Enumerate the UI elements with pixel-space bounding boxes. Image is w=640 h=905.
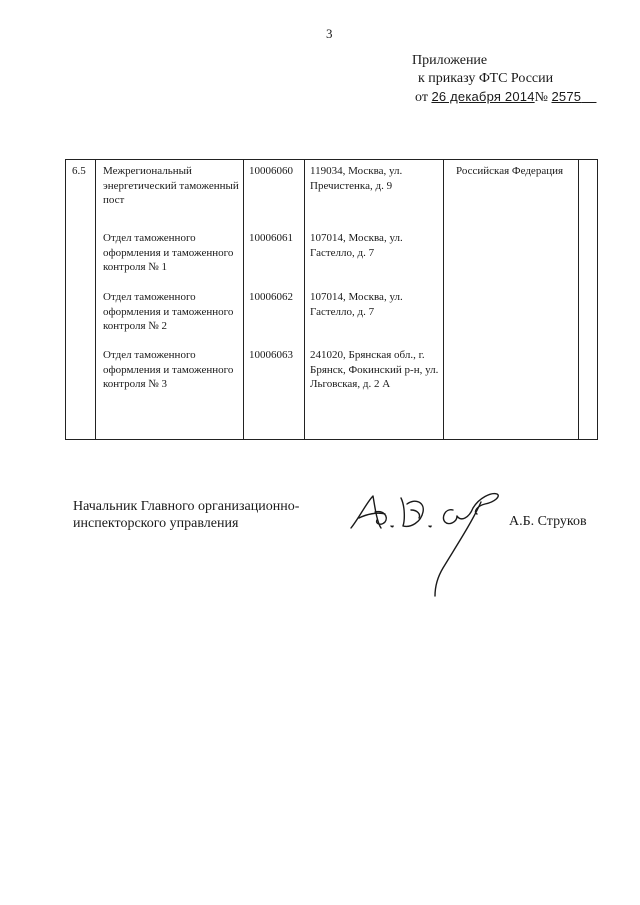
column-divider <box>443 160 444 439</box>
appendix-order-line: к приказу ФТС России <box>418 71 554 86</box>
order-date: 26 декабря 2014 <box>431 89 535 104</box>
post-code: 10006062 <box>249 291 293 303</box>
post-code: 10006061 <box>249 232 293 244</box>
post-name: Межрегиональный энергетический таможенный пост <box>103 165 239 206</box>
post-region: Российская Федерация <box>456 165 564 177</box>
signature-position <box>73 498 299 532</box>
column-divider <box>578 160 579 439</box>
appendix-title: Приложение <box>412 53 488 68</box>
post-name: Отдел таможенного оформления и таможенного контроля № 1 <box>103 232 234 273</box>
post-code: 10006063 <box>249 349 293 361</box>
post-code: 10006060 <box>249 165 293 177</box>
post-address: 241020, Брянская обл., г. Брянск, Фокинский р-н, ул. Льговская, д. 2 А <box>310 349 439 390</box>
customs-posts-table <box>65 159 598 440</box>
number-sign: № <box>534 90 548 105</box>
handwritten-signature <box>345 488 525 598</box>
post-address: 107014, Москва, ул. Гастелло, д. 7 <box>310 291 403 318</box>
appendix-date-line <box>415 88 596 107</box>
order-number: 2575 <box>551 89 582 104</box>
column-divider <box>95 160 96 439</box>
position-line: Начальник Главного организационно- <box>73 499 300 514</box>
signer-name: А.Б. Струков <box>509 514 587 529</box>
page-number: 3 <box>326 26 333 41</box>
appendix-header <box>412 52 596 107</box>
column-divider <box>243 160 244 439</box>
post-address: 119034, Москва, ул. Пречистенка, д. 9 <box>310 165 403 192</box>
column-divider <box>304 160 305 439</box>
post-name: Отдел таможенного оформления и таможенного контроля № 3 <box>103 349 234 390</box>
post-address: 107014, Москва, ул. Гастелло, д. 7 <box>310 232 403 259</box>
position-line: инспекторского управления <box>73 516 239 531</box>
row-number: 6.5 <box>72 165 86 177</box>
post-name: Отдел таможенного оформления и таможенного контроля № 2 <box>103 291 234 332</box>
date-prefix: от <box>415 90 428 105</box>
